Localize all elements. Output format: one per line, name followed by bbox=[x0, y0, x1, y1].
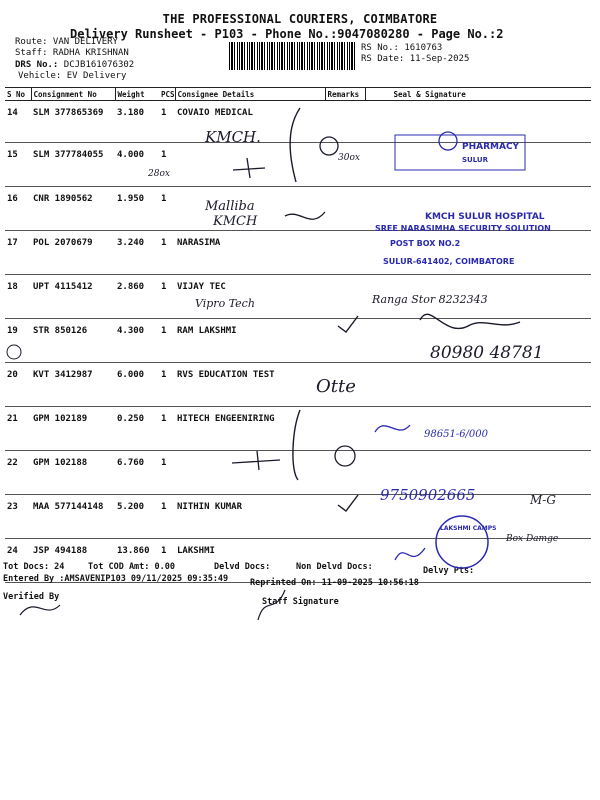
stamp-sulur: SULUR bbox=[462, 156, 489, 164]
row-wt: 6.760 bbox=[115, 451, 159, 495]
row-pcs: 1 bbox=[159, 187, 175, 231]
stamp-sulur-pin: SULUR-641402, COIMBATORE bbox=[383, 257, 515, 266]
row-pcs: 1 bbox=[159, 363, 175, 407]
hw-r21: 98651-6/000 bbox=[424, 429, 489, 440]
total-cod: Tot COD Amt: 0.00 bbox=[88, 562, 175, 572]
col-weight: Weight bbox=[115, 88, 159, 101]
col-seal: Seal & Signature bbox=[365, 88, 591, 101]
company-title: THE PROFESSIONAL COURIERS, COIMBATORE bbox=[162, 12, 438, 26]
row-sno: 18 bbox=[5, 275, 31, 319]
row-sno: 17 bbox=[5, 231, 31, 275]
row-cn: STR 850126 bbox=[31, 319, 115, 363]
row-cons: COVAIO MEDICAL bbox=[175, 101, 325, 143]
row-wt: 4.300 bbox=[115, 319, 159, 363]
stamp-postbox: POST BOX NO.2 bbox=[390, 239, 461, 248]
row-pcs: 1 bbox=[159, 407, 175, 451]
col-remarks: Remarks bbox=[325, 88, 365, 101]
row-cn: POL 2070679 bbox=[31, 231, 115, 275]
row-wt: 3.180 bbox=[115, 101, 159, 143]
runsheet-line: Delivery Runsheet - P103 - Phone No.:9047080280 - Page No.:2 bbox=[70, 27, 504, 41]
row-cons: LAKSHMI bbox=[175, 539, 325, 583]
row-pcs: 1 bbox=[159, 451, 175, 495]
row-sno: 23 bbox=[5, 495, 31, 539]
stamp-lakshmi: LAKSHMI CAMPS bbox=[440, 525, 497, 532]
row-wt: 2.860 bbox=[115, 275, 159, 319]
row-wt: 0.250 bbox=[115, 407, 159, 451]
row-cons bbox=[175, 187, 325, 231]
staff-label: Staff: RADHA KRISHNAN bbox=[15, 48, 129, 58]
table-row bbox=[5, 319, 591, 363]
row-wt: 4.000 bbox=[115, 143, 159, 187]
col-sno: S No bbox=[5, 88, 31, 101]
col-pcs: PCS bbox=[161, 89, 175, 99]
table-row bbox=[5, 101, 591, 143]
row-cons bbox=[175, 143, 325, 187]
row-cn: MAA 577144148 bbox=[31, 495, 115, 539]
row-cons: VIJAY TEC bbox=[175, 275, 325, 319]
row-sno: 15 bbox=[5, 143, 31, 187]
vehicle-label: Vehicle: EV Delivery bbox=[18, 71, 127, 81]
drs-key: DRS No.: bbox=[15, 60, 59, 70]
row-sno: 16 bbox=[5, 187, 31, 231]
row-pcs: 1 bbox=[159, 539, 175, 583]
table-row bbox=[5, 363, 591, 407]
row-cn: GPM 102188 bbox=[31, 451, 115, 495]
stamp-pharmacy: PHARMACY bbox=[462, 142, 520, 152]
verified-by: Verified By bbox=[3, 592, 60, 602]
hw-r23: 9750902665 bbox=[380, 486, 476, 504]
signature-stroke bbox=[20, 605, 60, 615]
table-row bbox=[5, 143, 591, 187]
hw-r23b: M-G bbox=[530, 493, 556, 507]
row-cons: HITECH ENGEENIRING bbox=[175, 407, 325, 451]
table-row bbox=[5, 275, 591, 319]
row-cn: GPM 102189 bbox=[31, 407, 115, 451]
col-consignee: Consignee Details bbox=[175, 88, 325, 101]
row-cons: NARASIMA bbox=[175, 231, 325, 275]
row-wt: 5.200 bbox=[115, 495, 159, 539]
delivered-docs: Delvd Docs: bbox=[214, 562, 271, 572]
delivery-points: Delvy Pts: bbox=[423, 566, 475, 576]
col-consignment: Consignment No bbox=[31, 88, 115, 101]
row-wt: 3.240 bbox=[115, 231, 159, 275]
row-pcs: 1 bbox=[159, 319, 175, 363]
row-sno: 22 bbox=[5, 451, 31, 495]
table-row bbox=[5, 407, 591, 451]
stamp-kmch: KMCH SULUR HOSPITAL bbox=[425, 212, 545, 222]
row-sno: 21 bbox=[5, 407, 31, 451]
hw-r20b: Otte bbox=[316, 376, 356, 397]
reprinted-on: Reprinted On: 11-09-2025 10:56:18 bbox=[250, 578, 419, 588]
row-sno: 14 bbox=[5, 101, 31, 143]
table-row bbox=[5, 451, 591, 495]
row-cn: KVT 3412987 bbox=[31, 363, 115, 407]
row-cn: SLM 377784055 bbox=[31, 143, 115, 187]
hw-r16a: Malliba bbox=[205, 199, 255, 214]
non-delivered-docs: Non Delvd Docs: bbox=[296, 562, 373, 572]
table-row bbox=[5, 187, 591, 231]
row-cn: SLM 377865369 bbox=[31, 101, 115, 143]
hw-r18b: Ranga Stor 8232343 bbox=[372, 293, 488, 306]
row-wt: 13.860 bbox=[115, 539, 159, 583]
row-pcs: 1 bbox=[159, 231, 175, 275]
hw-r20: 80980 48781 bbox=[430, 343, 544, 363]
row-sno: 19 bbox=[5, 319, 31, 363]
row-wt: 1.950 bbox=[115, 187, 159, 231]
row-sno: 24 bbox=[5, 539, 31, 583]
row-cons: NITHIN KUMAR bbox=[175, 495, 325, 539]
hw-r15b: 30ox bbox=[338, 153, 360, 163]
row-cons: RAM LAKSHMI bbox=[175, 319, 325, 363]
rs-date: RS Date: 11-Sep-2025 bbox=[361, 54, 470, 64]
row-pcs: 1 bbox=[159, 495, 175, 539]
delivery-table bbox=[5, 87, 591, 583]
row-pcs: 1 bbox=[159, 143, 175, 187]
rs-no: RS No.: 1610763 bbox=[361, 43, 443, 53]
stamp-narasimha: SREE NARASIMHA SECURITY SOLUTION bbox=[375, 224, 551, 233]
drs-value: DCJB161076302 bbox=[63, 60, 135, 70]
barcode bbox=[229, 42, 357, 70]
entered-by: Entered By :AMSAVENIP103 09/11/2025 09:35:49 bbox=[3, 574, 229, 584]
hw-r24: Box Damge bbox=[506, 534, 559, 544]
row-cn: JSP 494188 bbox=[31, 539, 115, 583]
hw-r18a: Vipro Tech bbox=[195, 297, 255, 310]
row-pcs: 1 bbox=[159, 101, 175, 143]
table-row bbox=[5, 231, 591, 275]
hw-r15: 28ox bbox=[148, 169, 170, 179]
hw-r14: KMCH. bbox=[205, 128, 261, 146]
row-cons bbox=[175, 451, 325, 495]
row-cn: CNR 1890562 bbox=[31, 187, 115, 231]
total-docs: Tot Docs: 24 bbox=[3, 562, 65, 572]
hw-r16b: KMCH bbox=[213, 214, 258, 229]
drs-label bbox=[15, 60, 134, 70]
row-pcs: 1 bbox=[159, 275, 175, 319]
route-label: Route: VAN DELIVERY bbox=[15, 37, 118, 47]
table-header bbox=[5, 88, 591, 101]
row-sno: 20 bbox=[5, 363, 31, 407]
row-cn: UPT 4115412 bbox=[31, 275, 115, 319]
staff-signature: Staff Signature bbox=[262, 597, 339, 607]
row-cons: RVS EDUCATION TEST bbox=[175, 363, 325, 407]
row-wt: 6.000 bbox=[115, 363, 159, 407]
table-row bbox=[5, 495, 591, 539]
